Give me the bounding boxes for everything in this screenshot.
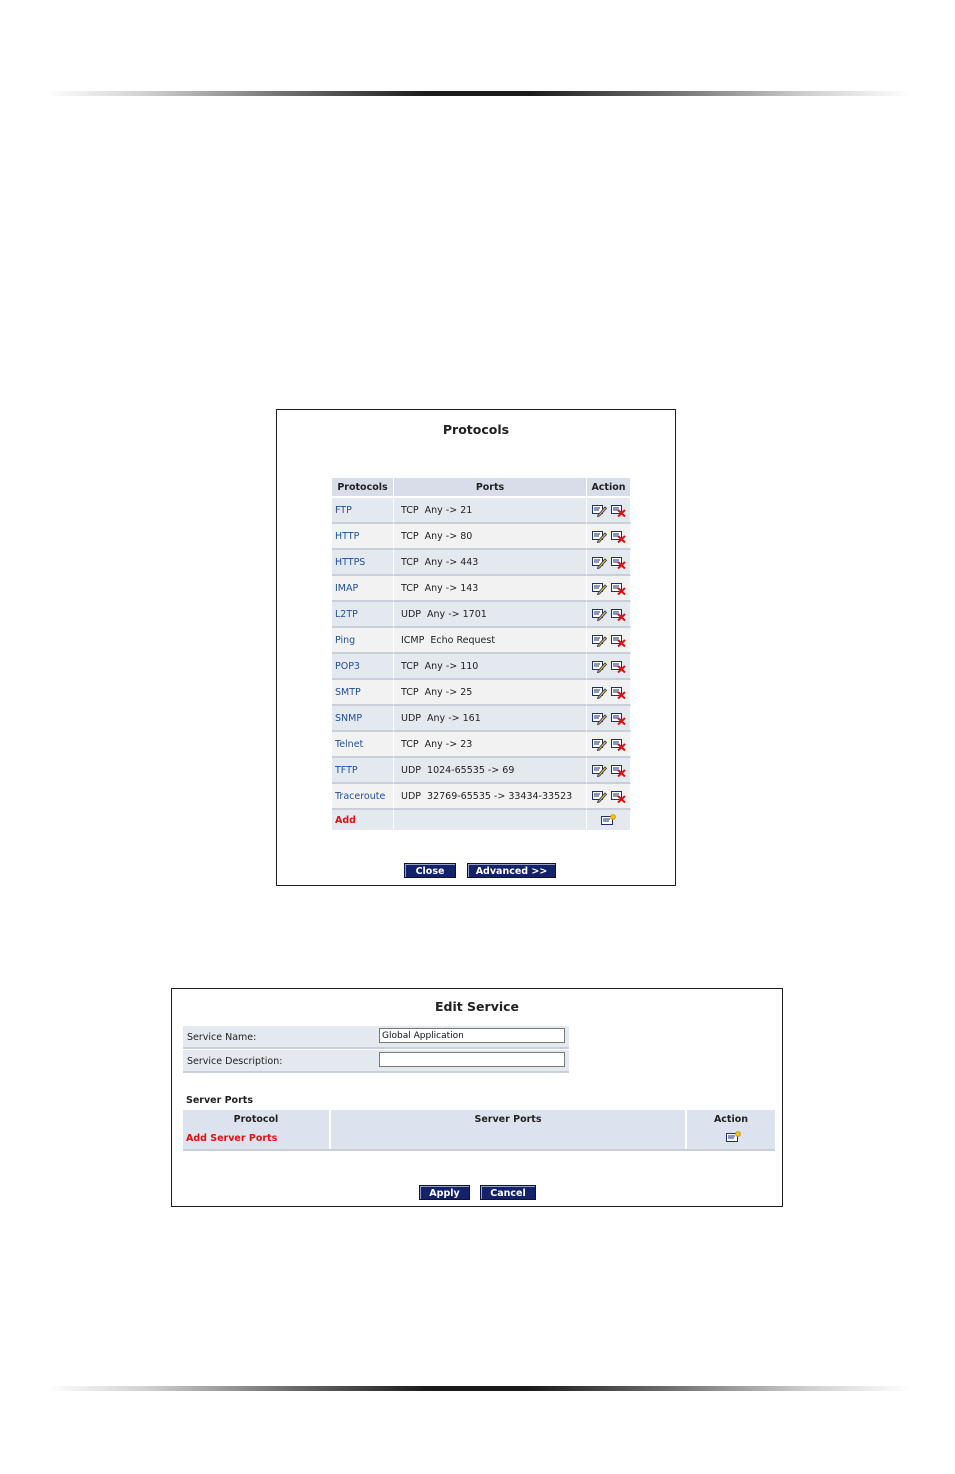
protocol-ports: TCP Any -> 443: [394, 550, 587, 576]
row-actions: [587, 602, 631, 628]
row-actions: [587, 680, 631, 706]
row-actions: [587, 524, 631, 550]
delete-icon[interactable]: [611, 556, 626, 569]
column-header-ports: Ports: [394, 478, 587, 498]
protocols-table: [332, 478, 631, 830]
row-actions: [587, 550, 631, 576]
cancel-button[interactable]: Cancel: [480, 1185, 536, 1200]
server-ports-column: [331, 1110, 687, 1149]
protocol-ports: TCP Any -> 23: [394, 732, 587, 758]
edit-service-title: Edit Service: [434, 999, 520, 1014]
advanced-button[interactable]: Advanced >>: [467, 863, 556, 878]
protocol-name-link[interactable]: Telnet: [332, 732, 394, 758]
apply-button[interactable]: Apply: [419, 1185, 470, 1200]
table-row: [332, 758, 631, 784]
row-actions: [587, 654, 631, 680]
delete-icon[interactable]: [611, 790, 626, 803]
protocols-title: Protocols: [442, 422, 510, 437]
column-header-server-ports: Server Ports: [474, 1114, 542, 1125]
protocol-ports: UDP Any -> 161: [394, 706, 587, 732]
table-row: [332, 654, 631, 680]
delete-icon[interactable]: [611, 712, 626, 725]
add-row: [332, 810, 631, 830]
table-row: [332, 602, 631, 628]
edit-icon[interactable]: [592, 712, 607, 725]
edit-icon[interactable]: [592, 686, 607, 699]
row-actions: [587, 732, 631, 758]
protocol-name-link[interactable]: POP3: [332, 654, 394, 680]
column-header-action: Action: [587, 478, 631, 498]
protocol-name-link[interactable]: SMTP: [332, 680, 394, 706]
table-row: [332, 524, 631, 550]
service-description-label: Service Description:: [187, 1056, 283, 1067]
protocol-ports: TCP Any -> 143: [394, 576, 587, 602]
service-name-label: Service Name:: [187, 1032, 257, 1043]
edit-icon[interactable]: [592, 530, 607, 543]
row-actions: [587, 758, 631, 784]
edit-service-window: [171, 988, 783, 1207]
row-actions: [587, 576, 631, 602]
table-row: [332, 498, 631, 524]
table-row: [332, 550, 631, 576]
protocol-ports: TCP Any -> 80: [394, 524, 587, 550]
row-actions: [587, 706, 631, 732]
add-row-ports: [394, 810, 587, 830]
delete-icon[interactable]: [611, 660, 626, 673]
edit-icon[interactable]: [592, 582, 607, 595]
protocol-name-link[interactable]: Traceroute: [332, 784, 394, 810]
add-server-ports-link[interactable]: Add Server Ports: [186, 1133, 278, 1144]
server-ports-action-column: [687, 1110, 775, 1149]
delete-icon[interactable]: [611, 686, 626, 699]
column-header-action-server: Action: [713, 1114, 749, 1125]
protocols-window: [276, 409, 676, 886]
edit-icon[interactable]: [592, 660, 607, 673]
server-ports-table: [183, 1110, 775, 1151]
protocol-ports: UDP 32769-65535 -> 33434-33523: [394, 784, 587, 810]
delete-icon[interactable]: [611, 504, 626, 517]
bottom-divider-rule: [45, 1386, 911, 1391]
add-icon[interactable]: [601, 814, 616, 827]
protocol-name-link[interactable]: TFTP: [332, 758, 394, 784]
delete-icon[interactable]: [611, 764, 626, 777]
edit-icon[interactable]: [592, 556, 607, 569]
protocol-name-link[interactable]: IMAP: [332, 576, 394, 602]
row-actions: [587, 498, 631, 524]
edit-icon[interactable]: [592, 608, 607, 621]
service-name-row: [183, 1026, 569, 1049]
protocol-name-link[interactable]: Ping: [332, 628, 394, 654]
edit-icon[interactable]: [592, 764, 607, 777]
protocol-name-link[interactable]: HTTPS: [332, 550, 394, 576]
protocol-ports: ICMP Echo Request: [394, 628, 587, 654]
edit-icon[interactable]: [592, 738, 607, 751]
protocol-name-link[interactable]: HTTP: [332, 524, 394, 550]
protocol-ports: UDP 1024-65535 -> 69: [394, 758, 587, 784]
add-icon[interactable]: [726, 1131, 741, 1144]
top-divider-rule: [45, 91, 911, 96]
delete-icon[interactable]: [611, 608, 626, 621]
add-row-actions: [587, 810, 631, 830]
protocol-name-link[interactable]: SNMP: [332, 706, 394, 732]
table-row: [332, 628, 631, 654]
service-name-input[interactable]: [379, 1028, 565, 1043]
protocols-body: [332, 498, 631, 830]
add-protocol-link[interactable]: Add: [332, 810, 394, 830]
service-description-input[interactable]: [379, 1052, 565, 1067]
delete-icon[interactable]: [611, 738, 626, 751]
table-row: [332, 576, 631, 602]
table-row: [332, 706, 631, 732]
server-ports-protocol-column: [183, 1110, 331, 1149]
row-actions: [587, 628, 631, 654]
column-header-protocol: Protocol: [233, 1114, 279, 1125]
service-description-row: [183, 1050, 569, 1073]
table-row: [332, 680, 631, 706]
edit-icon[interactable]: [592, 504, 607, 517]
protocols-header-row: [332, 478, 631, 498]
protocol-ports: TCP Any -> 110: [394, 654, 587, 680]
table-row: [332, 784, 631, 810]
protocol-ports: TCP Any -> 21: [394, 498, 587, 524]
edit-icon[interactable]: [592, 790, 607, 803]
edit-icon[interactable]: [592, 634, 607, 647]
delete-icon[interactable]: [611, 634, 626, 647]
protocol-name-link[interactable]: FTP: [332, 498, 394, 524]
close-button[interactable]: Close: [404, 863, 456, 878]
row-actions: [587, 784, 631, 810]
server-ports-section-label: Server Ports: [186, 1095, 253, 1106]
delete-icon[interactable]: [611, 530, 626, 543]
column-header-protocols: Protocols: [332, 478, 394, 498]
delete-icon[interactable]: [611, 582, 626, 595]
table-row: [332, 732, 631, 758]
protocol-ports: UDP Any -> 1701: [394, 602, 587, 628]
protocol-name-link[interactable]: L2TP: [332, 602, 394, 628]
protocol-ports: TCP Any -> 25: [394, 680, 587, 706]
